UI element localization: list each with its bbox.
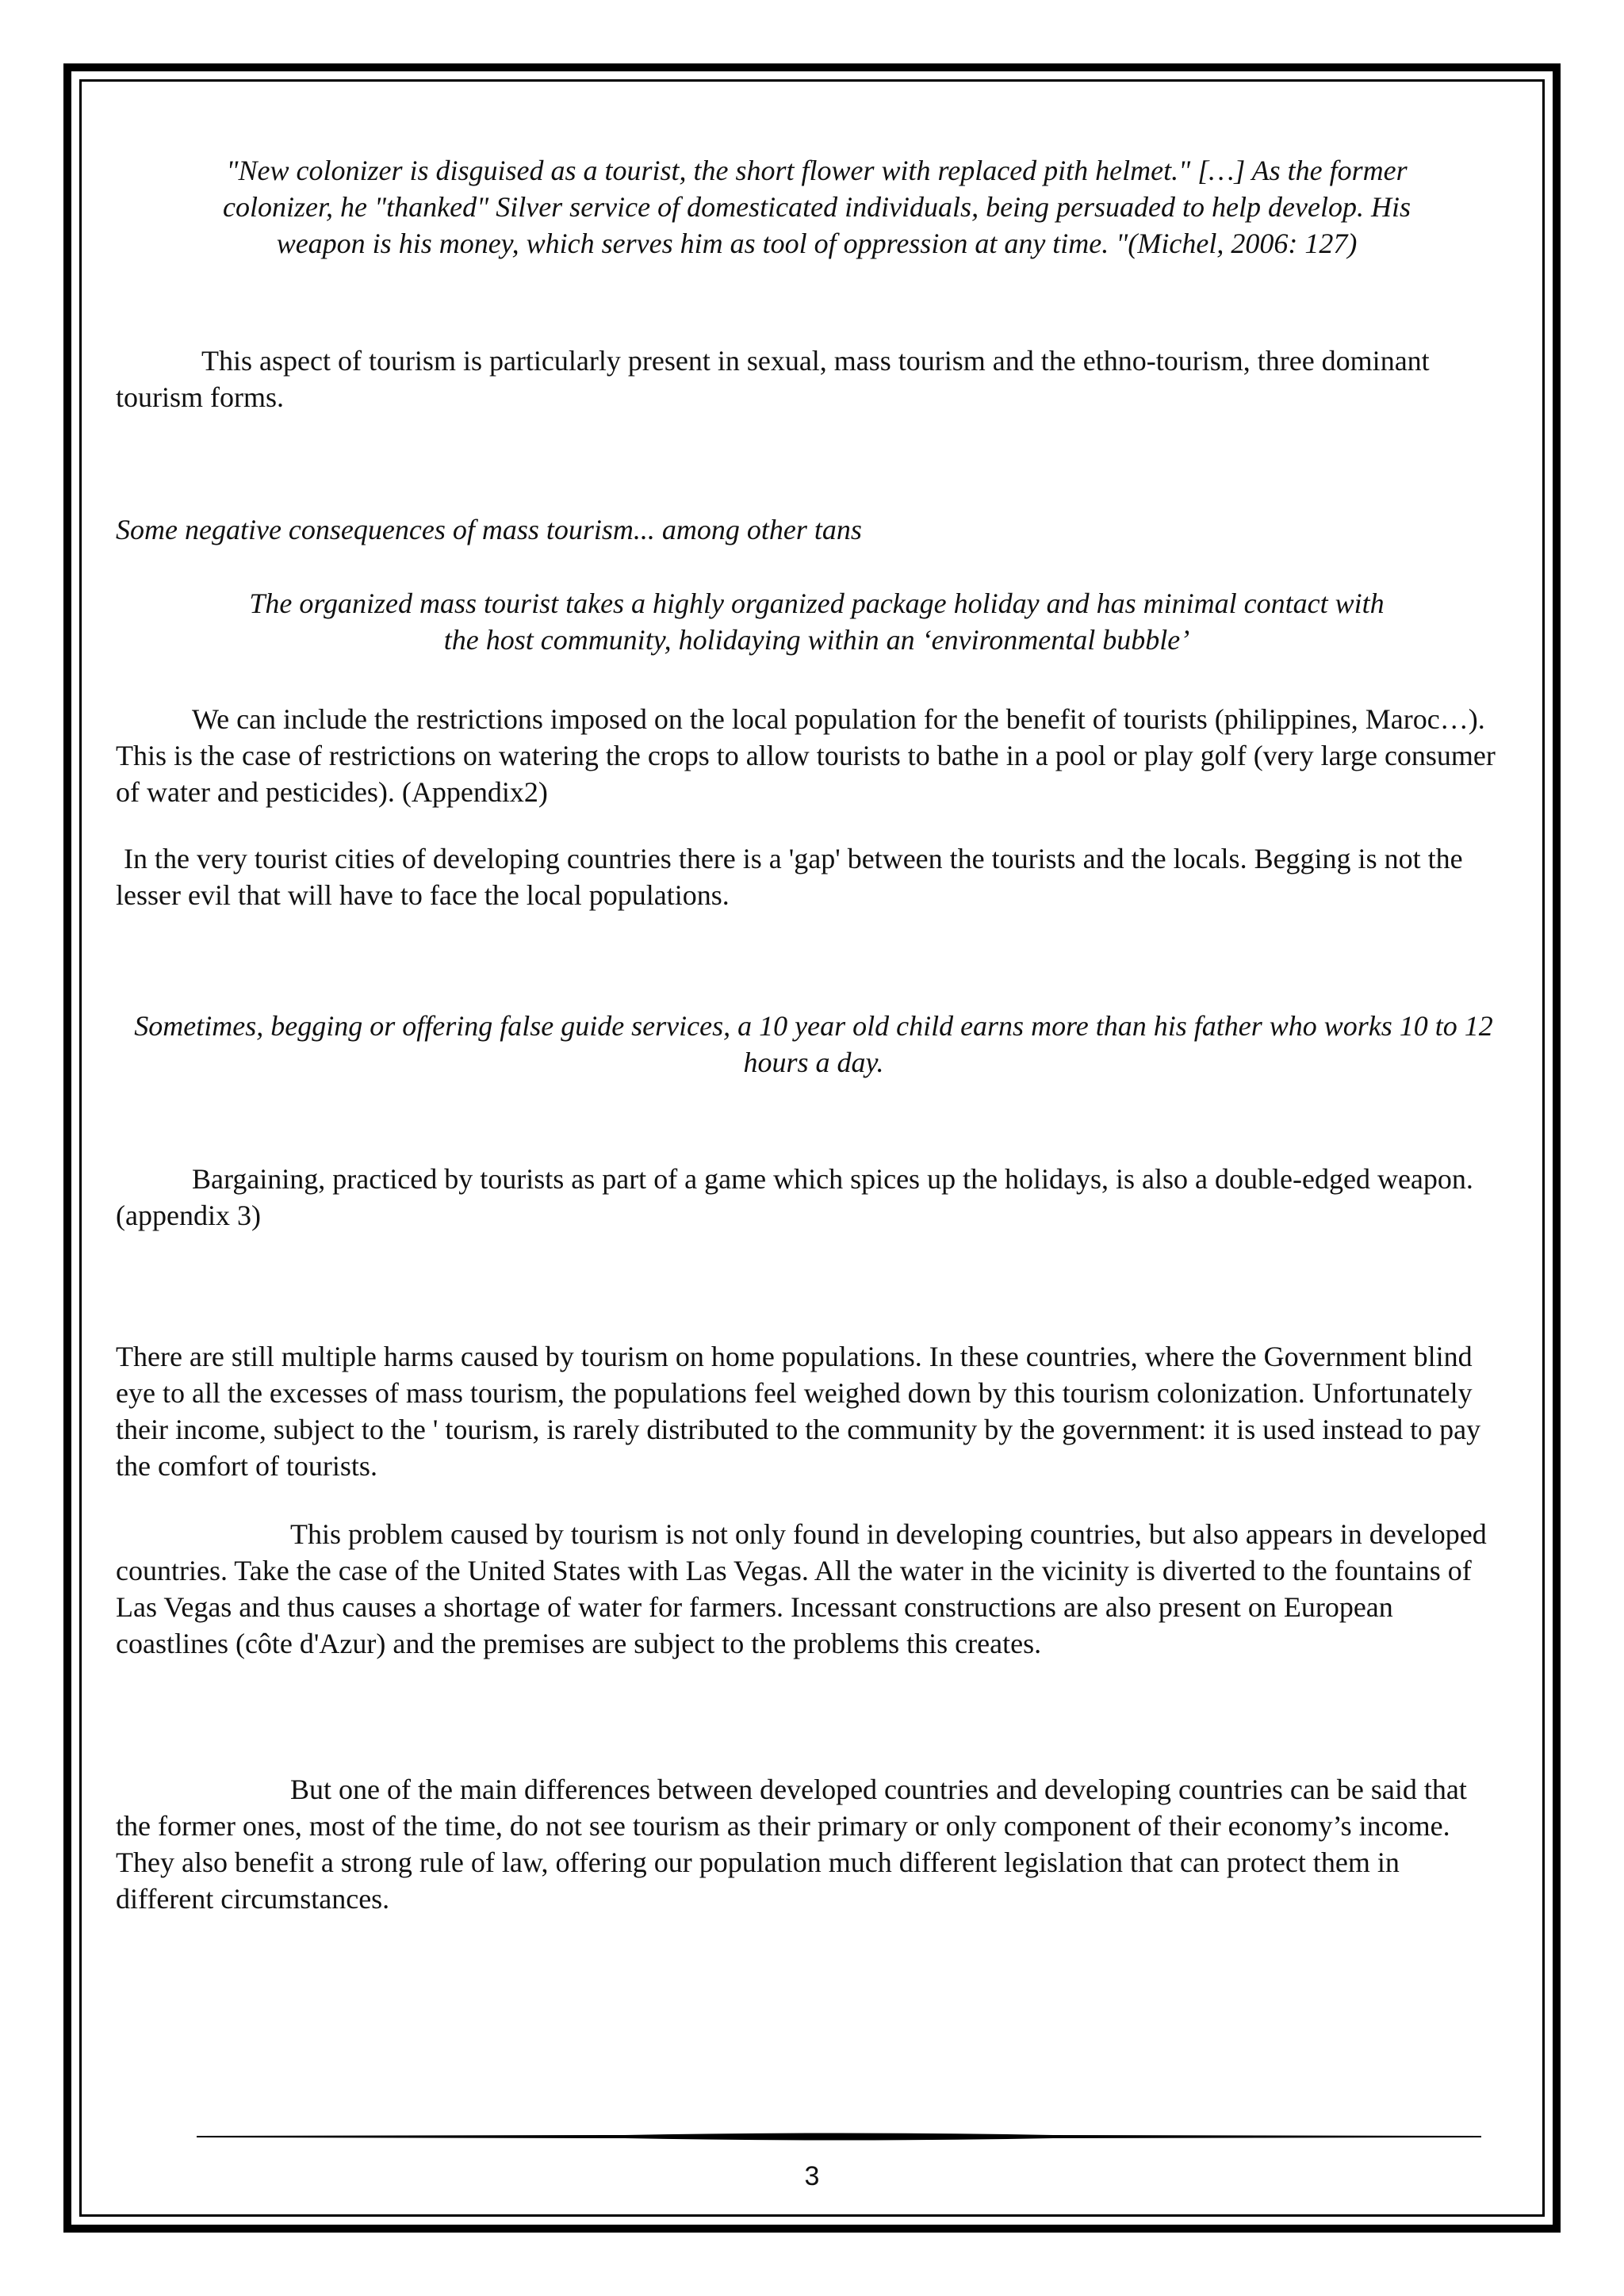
paragraph-multiple-harms: There are still multiple harms caused by tourism on home populations. In these countries, where the Government blind eye to all the excesses of mass tourism, the populations feel weighed down by this tourism colonization. Unfortunately their income, subject to the ' tourism, is rarely distributed to the community by the government: it is used instead to pay the comfort of tourists.	[116, 1341, 1481, 1482]
page-number: 3	[804, 2161, 820, 2191]
subheading-negative-consequences: Some negative consequences of mass tourism... among other tans	[116, 514, 862, 545]
quote-mass-tourist: The organized mass tourist takes a highly organized package holiday and has minimal contact with the host community, holidaying within an ‘environmental bubble’	[249, 587, 1385, 656]
paragraph-main-differences: But one of the main differences between developed countries and developing countries can be said that the former ones, most of the time, do not see tourism as their primary or only component of their economy’s income. They also benefit a strong rule of law, offering our population much different legislation that can protect them in different circumstances.	[116, 1774, 1467, 1915]
paragraph-tourism-aspect: This aspect of tourism is particularly present in sexual, mass tourism and the ethno-tourism, three dominant tourism forms.	[116, 345, 1430, 413]
paragraph-bargaining: Bargaining, practiced by tourists as part of a game which spices up the holidays, is also a double-edged weapon. (appendix 3)	[116, 1163, 1473, 1231]
footer-divider	[197, 2131, 1481, 2142]
paragraph-tourist-cities: In the very tourist cities of developing countries there is a 'gap' between the tourists and the locals. Begging is not the lesser evil that will have to face the local populations.	[116, 843, 1463, 911]
paragraph-restrictions: We can include the restrictions imposed on the local population for the benefit of tourists (philippines, Maroc…). This is the case of restrictions on watering the crops to allow tourists to bathe in a pool or play golf (very large consumer of water and pesticides). (Appendix2)	[116, 703, 1496, 808]
quote-begging: Sometimes, begging or offering false guide services, a 10 year old child earns more than his father who works 10 to 12 hours a day.	[134, 1010, 1493, 1078]
quote-michel: "New colonizer is disguised as a tourist, the short flower with replaced pith helmet." […] As the former colonizer, he "thanked" Silver service of domesticated individuals, being persuaded to help develop. His weapon is his money, which serves him as tool of oppression at any time. "(Michel, 2006: 127)	[223, 155, 1411, 259]
paragraph-developed-countries: This problem caused by tourism is not only found in developing countries, but also appears in developed countries. Take the case of the United States with Las Vegas. All the water in the vicinity is diverted to the fountains of Las Vegas and thus causes a shortage of water for farmers. Incessant constructions are also present on European coastlines (côte d'Azur) and the premises are subject to the problems this creates.	[116, 1518, 1487, 1659]
